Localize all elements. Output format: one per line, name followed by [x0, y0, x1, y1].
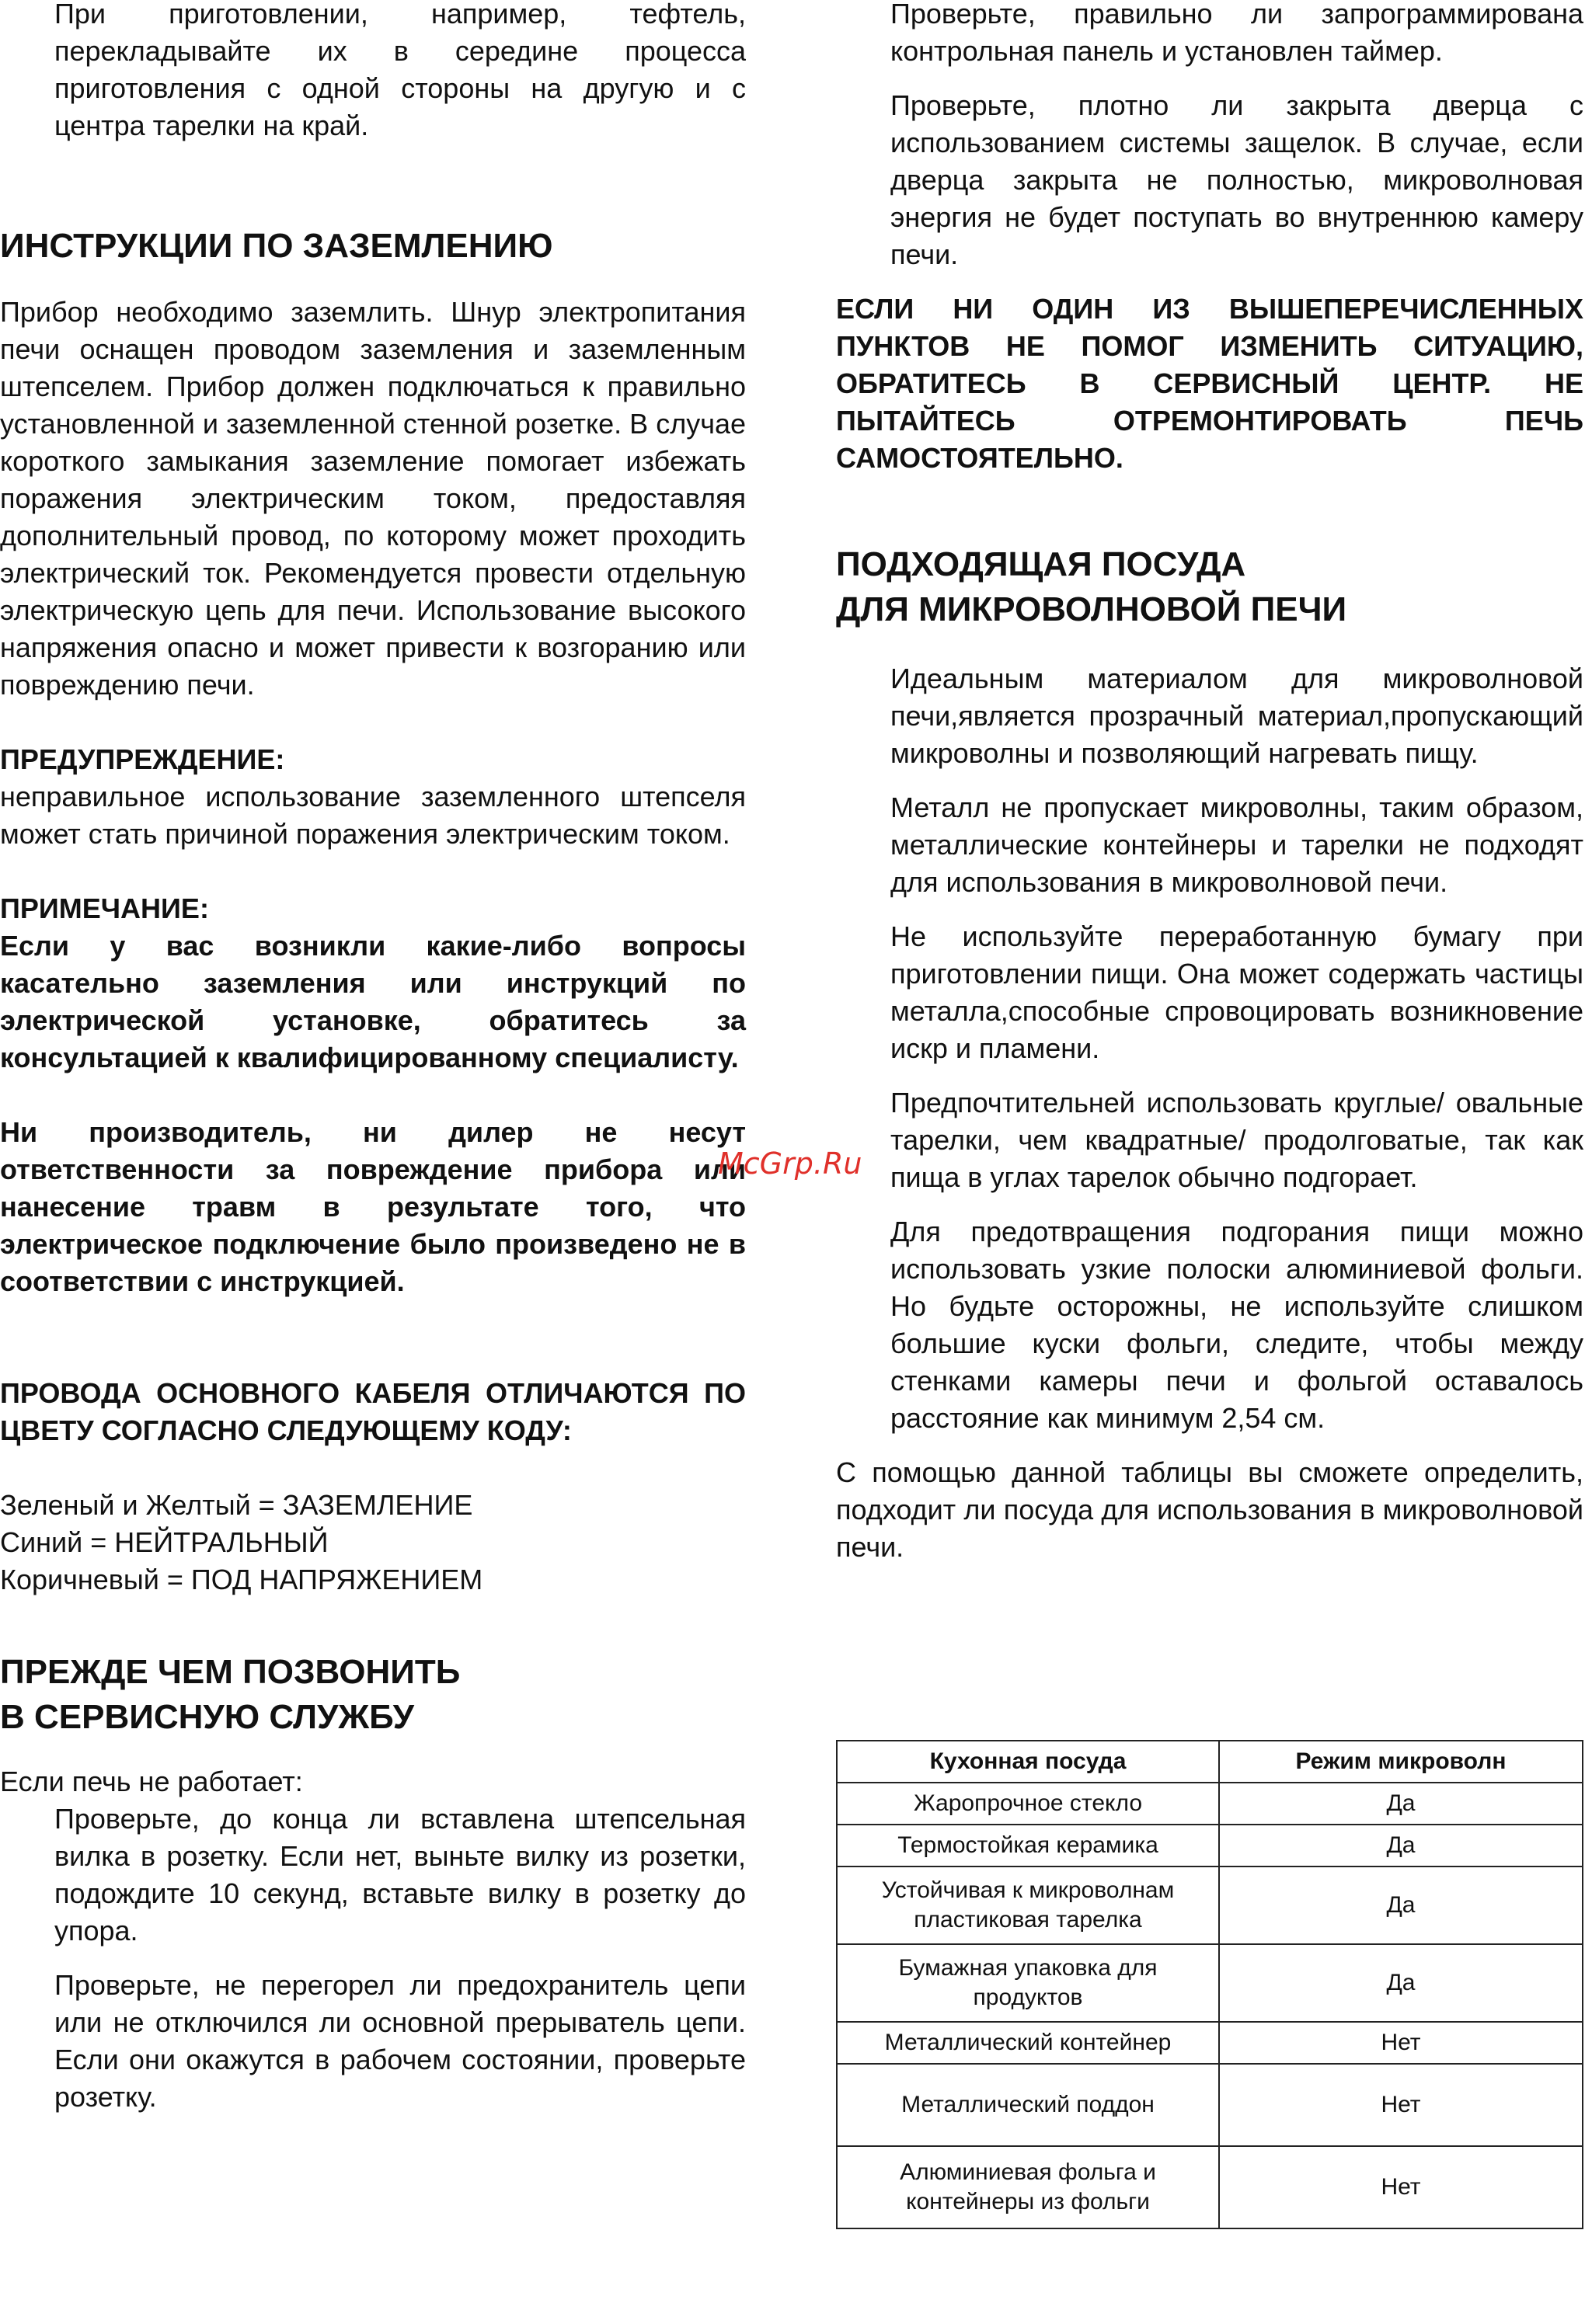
table-cell-value: Да — [1219, 1825, 1583, 1867]
table-cell-value: Нет — [1219, 2146, 1583, 2228]
check-fuse: Проверьте, не перегорел ли предохранитель цепи или не отключился ли основной прерыватель цепи. Если они окажутся в рабочем состоянии, проверьте розетку. — [54, 1969, 746, 2113]
service-heading-line-2: В СЕРВИСНУЮ СЛУЖБУ — [0, 1698, 414, 1736]
wire-neutral: Синий = НЕЙТРАЛЬНЫЙ — [0, 1526, 329, 1558]
table-cell-value: Да — [1219, 1944, 1583, 2022]
right-column — [836, 0, 1583, 1566]
cookware-tip-4: Предпочтительней использовать круглые/ овальные тарелки, чем квадратные/ продолговатые, так как пища в углах тарелок обычно подгорает. — [890, 1087, 1583, 1193]
warning-label: ПРЕДУПРЕЖДЕНИЕ: — [0, 743, 285, 775]
cookware-heading-line-2: ДЛЯ МИКРОВОЛНОВОЙ ПЕЧИ — [836, 590, 1347, 628]
table-row — [837, 1944, 1583, 2022]
table-row — [837, 1825, 1583, 1867]
check-plug: Проверьте, до конца ли вставлена штепсельная вилка в розетку. Если нет, выньте вилку из розетки, подождите 10 секунд, вставьте вилку в розетку до упора. — [54, 1803, 746, 1947]
table-cell-item: Алюминиевая фольга и контейнеры из фольги — [837, 2146, 1219, 2228]
wire-live: Коричневый = ПОД НАПРЯЖЕНИЕМ — [0, 1564, 483, 1595]
check-door: Проверьте, плотно ли закрыта дверца с использованием системы защелок. В случае, если дверца закрыта не полностью, микроволновая энергия не будет поступать во внутреннюю камеру печи. — [890, 89, 1583, 270]
note-label: ПРИМЕЧАНИЕ: — [0, 892, 209, 924]
table-header-mode: Режим микроволн — [1219, 1741, 1583, 1783]
table-cell-value: Да — [1219, 1783, 1583, 1825]
cookware-tip-1: Идеальным материалом для микроволновой печи,является прозрачный материал,пропускающий микроволны и позволяющий нагревать пищу. — [890, 663, 1583, 769]
table-row — [837, 2022, 1583, 2064]
table-cell-item: Металлический поддон — [837, 2064, 1219, 2146]
table-cell-value: Да — [1219, 1867, 1583, 1944]
table-cell-item: Металлический контейнер — [837, 2022, 1219, 2064]
warning-block — [0, 741, 746, 853]
grounding-paragraph: Прибор необходимо заземлить. Шнур электропитания печи оснащен проводом заземления и заземленным штепселем. Прибор должен подключаться к правильно установленной и заземленной стенной розетке. В случае короткого замыкания заземление помогает избежать поражения электрическим током, предоставляя дополнительный провод, по которому может проходить электрический ток. Рекомендуется провести отдельную электрическую цепь для печи. Использование высокого напряжения опасно и может привести к возгоранию или повреждению печи. — [0, 296, 746, 701]
service-warning: ЕСЛИ НИ ОДИН ИЗ ВЫШЕПЕРЕЧИСЛЕННЫХ ПУНКТОВ НЕ ПОМОГ ИЗМЕНИТЬ СИТУАЦИЮ, ОБРАТИТЕСЬ В СЕРВИСНЫЙ ЦЕНТР. НЕ ПЫТАЙТЕСЬ ОТРЕМОНТИРОВАТЬ ПЕЧЬ САМОСТОЯТЕЛЬНО. — [836, 293, 1583, 474]
liability-paragraph: Ни производитель, ни дилер не несут ответственности за повреждение прибора или нанесение травм в результате того, что электрическое подключение было произведено не в соответствии с инструкцией. — [0, 1116, 746, 1297]
watermark: McGrp.Ru — [718, 1146, 862, 1181]
check-panel: Проверьте, правильно ли запрограммирована контрольная панель и установлен таймер. — [890, 0, 1583, 67]
table-cell-item: Бумажная упаковка для продуктов — [837, 1944, 1219, 2022]
table-header-row — [837, 1741, 1583, 1783]
cookware-heading-line-1: ПОДХОДЯЩАЯ ПОСУДА — [836, 545, 1246, 583]
service-heading — [0, 1650, 746, 1740]
cookware-table — [836, 1740, 1583, 2229]
table-row — [837, 2146, 1583, 2228]
intro-paragraph: При приготовлении, например, тефтель, перекладывайте их в середине процесса приготовления с одной стороны на другую и с центра тарелки на край. — [54, 0, 746, 141]
table-cell-item: Жаропрочное стекло — [837, 1783, 1219, 1825]
cookware-tip-5: Для предотвращения подгорания пищи можно использовать узкие полоски алюминиевой фольги. Но будьте осторожны, не используйте слишком большие куски фольги, следите, чтобы между стенками камеры печи и фольгой оставалось расстояние как минимум 2,54 см. — [890, 1216, 1583, 1434]
table-row — [837, 2064, 1583, 2146]
table-row — [837, 1783, 1583, 1825]
wire-ground: Зеленый и Желтый = ЗАЗЕМЛЕНИЕ — [0, 1489, 473, 1521]
table-row — [837, 1867, 1583, 1944]
table-cell-value: Нет — [1219, 2064, 1583, 2146]
service-intro: Если печь не работает: — [0, 1766, 303, 1797]
wires-heading: ПРОВОДА ОСНОВНОГО КАБЕЛЯ ОТЛИЧАЮТСЯ ПО ЦВЕТУ СОГЛАСНО СЛЕДУЮЩЕМУ КОДУ: — [0, 1377, 746, 1446]
table-cell-value: Нет — [1219, 2022, 1583, 2064]
cookware-heading — [836, 542, 1583, 632]
note-text: Если у вас возникли какие-либо вопросы касательно заземления или инструкций по электрической установке, обратитесь за консультацией к квалифицированному специалисту. — [0, 930, 746, 1073]
table-header-cookware: Кухонная посуда — [837, 1741, 1219, 1783]
note-block — [0, 890, 746, 1077]
wire-color-list — [0, 1487, 746, 1599]
warning-text: неправильное использование заземленного штепселя может стать причиной поражения электрическим током. — [0, 781, 746, 850]
grounding-heading: ИНСТРУКЦИИ ПО ЗАЗЕМЛЕНИЮ — [0, 227, 553, 265]
service-heading-line-1: ПРЕЖДЕ ЧЕМ ПОЗВОНИТЬ — [0, 1653, 461, 1691]
table-intro: С помощью данной таблицы вы сможете определить, подходит ли посуда для использования в микроволновой печи. — [836, 1456, 1583, 1563]
left-column — [0, 0, 746, 2116]
table-cell-item: Устойчивая к микроволнам пластиковая тарелка — [837, 1867, 1219, 1944]
cookware-tip-2: Металл не пропускает микроволны, таким образом, металлические контейнеры и тарелки не подходят для использования в микроволновой печи. — [890, 791, 1583, 898]
table-cell-item: Термостойкая керамика — [837, 1825, 1219, 1867]
cookware-tip-3: Не используйте переработанную бумагу при приготовлении пищи. Она может содержать частицы металла,способные спровоцировать возникновение искр и пламени. — [890, 920, 1583, 1064]
